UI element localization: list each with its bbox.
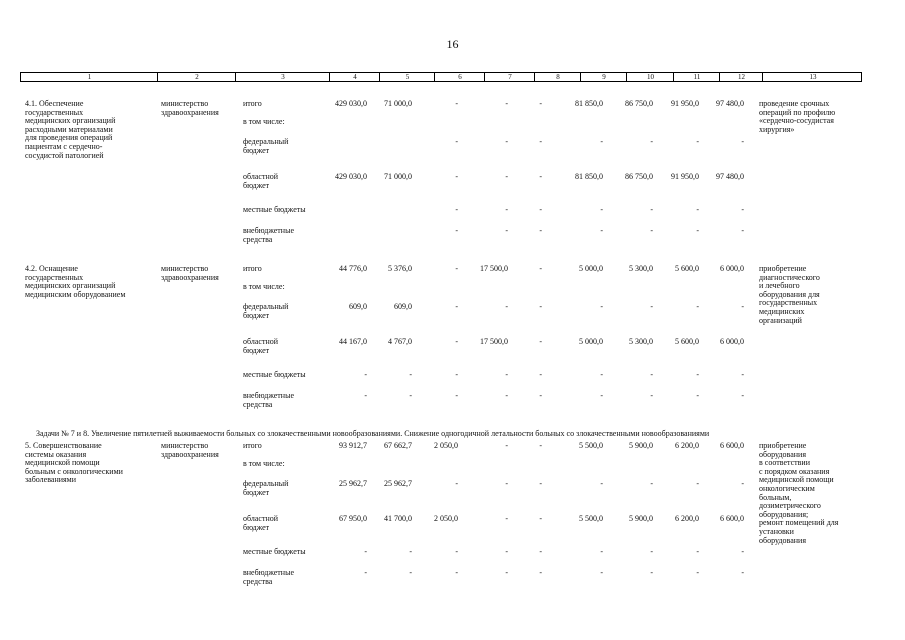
column-number-header [20, 72, 862, 82]
funding-value: - [455, 137, 458, 146]
funding-value: - [600, 547, 603, 556]
funding-source-label: в том числе: [243, 117, 285, 126]
funding-value: 25 962,7 [339, 479, 367, 488]
funding-value: - [600, 205, 603, 214]
expected-result-line: ремонт помещений для [759, 518, 839, 528]
funding-value: - [539, 514, 542, 523]
funding-value: 6 600,0 [720, 514, 744, 523]
funding-value: - [455, 568, 458, 577]
task-heading: Задачи № 7 и 8. Увеличение пятилетней выживаемости больных со злокачественными новообразованиями. Снижение одногодичной летальности больных со злокачественными новообразованиями [36, 429, 710, 438]
header-col-3: 3 [281, 73, 285, 81]
funding-value: - [455, 302, 458, 311]
funding-value: - [505, 568, 508, 577]
funding-value: - [505, 391, 508, 400]
funding-value: - [505, 547, 508, 556]
funding-value: 44 776,0 [339, 264, 367, 273]
funding-value: - [539, 391, 542, 400]
funding-value: - [696, 226, 699, 235]
funding-value: - [364, 568, 367, 577]
funding-value: - [539, 370, 542, 379]
measure-name-line: 4.2. Оснащение [25, 264, 78, 273]
funding-value: - [455, 264, 458, 273]
header-divider [329, 73, 330, 81]
executor-line: здравоохранения [161, 272, 219, 282]
header-col-9: 9 [602, 73, 606, 81]
funding-value: - [600, 391, 603, 400]
header-divider [235, 73, 236, 81]
funding-value: - [455, 479, 458, 488]
header-divider [626, 73, 627, 81]
funding-value: 5 900,0 [629, 514, 653, 523]
funding-value: - [539, 479, 542, 488]
funding-value: - [600, 568, 603, 577]
funding-source-label: средства [243, 399, 273, 409]
funding-value: - [539, 264, 542, 273]
funding-value: - [505, 226, 508, 235]
funding-value: - [696, 568, 699, 577]
measure-name-line: больным с онкологическими [25, 466, 123, 476]
funding-value: - [539, 547, 542, 556]
funding-value: 5 300,0 [629, 337, 653, 346]
header-col-5: 5 [405, 73, 410, 81]
funding-source-label: итого [243, 99, 262, 108]
funding-value: 41 700,0 [384, 514, 412, 523]
expected-result-line: государственных [759, 298, 818, 308]
funding-value: - [539, 172, 542, 181]
funding-value: - [539, 441, 542, 450]
funding-value: - [364, 370, 367, 379]
funding-value: - [741, 479, 744, 488]
expected-result-line: онкологическим [759, 484, 815, 493]
funding-value: - [409, 370, 412, 379]
header-col-4: 4 [353, 73, 357, 81]
header-divider [157, 73, 158, 81]
funding-value: - [741, 391, 744, 400]
funding-value: - [455, 547, 458, 556]
funding-value: - [696, 479, 699, 488]
funding-source-label: средства [243, 234, 273, 244]
funding-source-label: областной [243, 337, 279, 346]
funding-value: - [455, 99, 458, 108]
funding-value: - [505, 441, 508, 450]
header-col-10: 10 [647, 73, 654, 81]
header-col-7: 7 [508, 73, 512, 81]
funding-value: - [455, 370, 458, 379]
header-divider [484, 73, 485, 81]
funding-value: - [505, 172, 508, 181]
funding-value: 429 030,0 [335, 99, 367, 108]
header-col-11: 11 [693, 73, 701, 81]
funding-value: - [741, 547, 744, 556]
funding-value: 67 662,7 [384, 441, 412, 450]
expected-result-line: оборудования; [759, 509, 809, 519]
funding-value: - [741, 137, 744, 146]
funding-value: - [741, 370, 744, 379]
funding-source-label: областной [243, 172, 279, 181]
expected-result-line: установки [759, 527, 794, 536]
funding-value: 2 050,0 [434, 441, 458, 450]
funding-value: - [650, 137, 653, 146]
funding-value: 2 050,0 [434, 514, 458, 523]
executor-line: министерство [161, 99, 209, 108]
expected-result-line: операций по профилю [759, 107, 836, 117]
header-divider [379, 73, 380, 81]
funding-value: - [650, 391, 653, 400]
executor-line: здравоохранения [161, 107, 219, 117]
funding-value: - [455, 226, 458, 235]
funding-value: - [539, 568, 542, 577]
expected-result-line: дозиметрического [759, 501, 821, 511]
header-divider [673, 73, 674, 81]
funding-value: - [600, 479, 603, 488]
funding-value: - [364, 391, 367, 400]
measure-name-line: расходными материалами [25, 124, 113, 134]
funding-value: 44 167,0 [339, 337, 367, 346]
measure-name-line: заболеваниями [25, 475, 77, 485]
funding-value: 6 200,0 [675, 514, 699, 523]
funding-value: - [650, 547, 653, 556]
funding-source-label: местные бюджеты [243, 205, 306, 214]
funding-source-label: бюджет [243, 145, 270, 155]
funding-value: - [741, 302, 744, 311]
measure-name-line: медицинских организаций [25, 116, 116, 126]
funding-value: 71 000,0 [384, 99, 412, 108]
measure-name-line: сосудистой патологией [25, 150, 104, 160]
expected-result-line: медицинских [759, 307, 805, 316]
funding-source-label: федеральный [243, 479, 289, 488]
funding-value: 17 500,0 [480, 264, 508, 273]
funding-value: 4 767,0 [388, 337, 412, 346]
funding-source-label: бюджет [243, 310, 270, 320]
funding-value: - [409, 391, 412, 400]
funding-value: 5 600,0 [675, 337, 699, 346]
expected-result-line: больным, [759, 492, 792, 502]
funding-source-label: бюджет [243, 487, 270, 497]
funding-value: - [600, 302, 603, 311]
funding-value: - [505, 137, 508, 146]
funding-value: - [650, 370, 653, 379]
funding-value: 86 750,0 [625, 99, 653, 108]
funding-value: - [539, 226, 542, 235]
executor-line: министерство [161, 441, 209, 450]
funding-value: 609,0 [349, 302, 367, 311]
funding-value: 5 500,0 [579, 514, 603, 523]
funding-source-label: итого [243, 441, 262, 450]
funding-value: 5 000,0 [579, 264, 603, 273]
funding-source-label: местные бюджеты [243, 370, 306, 379]
executor-line: министерство [161, 264, 209, 273]
funding-value: - [539, 99, 542, 108]
funding-value: - [505, 479, 508, 488]
measure-name-line: государственных [25, 107, 84, 117]
funding-value: 5 376,0 [388, 264, 412, 273]
funding-value: - [505, 205, 508, 214]
expected-result-line: медицинской помощи [759, 475, 834, 485]
header-col-12: 12 [738, 73, 745, 81]
measure-name-line: 4.1. Обеспечение [25, 99, 84, 108]
funding-value: - [696, 205, 699, 214]
funding-value: - [364, 547, 367, 556]
executor-line: здравоохранения [161, 449, 219, 459]
funding-value: 86 750,0 [625, 172, 653, 181]
funding-value: 5 000,0 [579, 337, 603, 346]
expected-result-line: «сердечно-сосудистая [759, 116, 834, 126]
measure-name-line: пациентам с сердечно- [25, 142, 103, 151]
page-number: 16 [446, 37, 459, 51]
funding-value: - [539, 205, 542, 214]
measure-name-line: медицинским оборудованием [25, 289, 126, 299]
funding-value: - [455, 205, 458, 214]
funding-value: 6 000,0 [720, 337, 744, 346]
funding-source-label: в том числе: [243, 459, 285, 468]
funding-value: - [696, 302, 699, 311]
funding-source-label: итого [243, 264, 262, 273]
measure-name-line: для проведения операций [25, 133, 113, 143]
expected-result-line: оборудования для [759, 289, 820, 299]
funding-value: - [696, 391, 699, 400]
funding-value: - [539, 302, 542, 311]
funding-value: - [650, 302, 653, 311]
header-divider [434, 73, 435, 81]
funding-value: - [696, 370, 699, 379]
funding-value: 81 850,0 [575, 172, 603, 181]
header-divider [719, 73, 720, 81]
funding-value: 93 912,7 [339, 441, 367, 450]
header-divider [534, 73, 535, 81]
funding-source-label: средства [243, 576, 273, 586]
header-col-6: 6 [458, 73, 462, 81]
funding-value: 91 950,0 [671, 172, 699, 181]
funding-value: 5 900,0 [629, 441, 653, 450]
funding-value: - [696, 547, 699, 556]
funding-value: 91 950,0 [671, 99, 699, 108]
funding-source-label: федеральный [243, 137, 289, 146]
funding-value: - [409, 568, 412, 577]
funding-value: - [455, 172, 458, 181]
funding-source-label: в том числе: [243, 282, 285, 291]
funding-value: - [741, 226, 744, 235]
funding-source-label: федеральный [243, 302, 289, 311]
funding-value: - [650, 205, 653, 214]
funding-source-label: бюджет [243, 522, 270, 532]
expected-result-line: с порядком оказания [759, 466, 830, 476]
funding-value: 6 200,0 [675, 441, 699, 450]
funding-source-label: местные бюджеты [243, 547, 306, 556]
funding-value: - [696, 137, 699, 146]
expected-result-line: оборудования [759, 449, 806, 459]
funding-value: - [539, 137, 542, 146]
funding-source-label: внебюджетные [243, 391, 294, 400]
measure-name-line: медицинских организаций [25, 281, 116, 291]
funding-value: - [409, 547, 412, 556]
funding-source-label: внебюджетные [243, 226, 294, 235]
expected-result-line: приобретение [759, 264, 807, 273]
expected-result-line: в соответствии [759, 458, 810, 468]
measure-name-line: системы оказания [25, 449, 87, 459]
expected-result-line: хирургия» [759, 124, 795, 134]
funding-value: 5 500,0 [579, 441, 603, 450]
expected-result-line: проведение срочных [759, 99, 830, 108]
funding-value: - [650, 479, 653, 488]
funding-value: 71 000,0 [384, 172, 412, 181]
funding-value: 97 480,0 [716, 172, 744, 181]
funding-value: 17 500,0 [480, 337, 508, 346]
funding-value: - [741, 568, 744, 577]
funding-source-label: внебюджетные [243, 568, 294, 577]
funding-value: - [741, 205, 744, 214]
funding-value: 6 600,0 [720, 441, 744, 450]
funding-value: 67 950,0 [339, 514, 367, 523]
expected-result-line: организаций [759, 315, 802, 325]
funding-value: - [455, 391, 458, 400]
funding-source-label: бюджет [243, 180, 270, 190]
header-divider [762, 73, 763, 81]
funding-value: - [505, 370, 508, 379]
funding-value: - [455, 337, 458, 346]
header-col-1: 1 [87, 73, 92, 81]
funding-value: 5 300,0 [629, 264, 653, 273]
expected-result-line: диагностического [759, 272, 820, 282]
funding-value: 609,0 [394, 302, 412, 311]
measure-name-line: 5. Совершенствование [25, 441, 102, 450]
funding-source-label: областной [243, 514, 279, 523]
funding-value: - [505, 302, 508, 311]
measure-name-line: медицинской помощи [25, 458, 100, 468]
funding-value: - [600, 226, 603, 235]
funding-value: 25 962,7 [384, 479, 412, 488]
funding-value: 429 030,0 [335, 172, 367, 181]
funding-value: - [539, 337, 542, 346]
funding-value: - [505, 99, 508, 108]
funding-value: - [650, 226, 653, 235]
measure-name-line: государственных [25, 272, 84, 282]
funding-value: 5 600,0 [675, 264, 699, 273]
funding-source-label: бюджет [243, 345, 270, 355]
funding-value: - [650, 568, 653, 577]
funding-value: - [505, 514, 508, 523]
funding-value: 6 000,0 [720, 264, 744, 273]
funding-value: - [600, 137, 603, 146]
header-col-8: 8 [556, 73, 560, 81]
funding-value: - [600, 370, 603, 379]
header-divider [580, 73, 581, 81]
expected-result-line: оборудования [759, 535, 806, 545]
funding-value: 81 850,0 [575, 99, 603, 108]
header-col-2: 2 [195, 73, 199, 81]
header-col-13: 13 [809, 73, 817, 81]
funding-value: 97 480,0 [716, 99, 744, 108]
expected-result-line: и лечебного [759, 281, 800, 291]
expected-result-line: приобретение [759, 441, 807, 450]
